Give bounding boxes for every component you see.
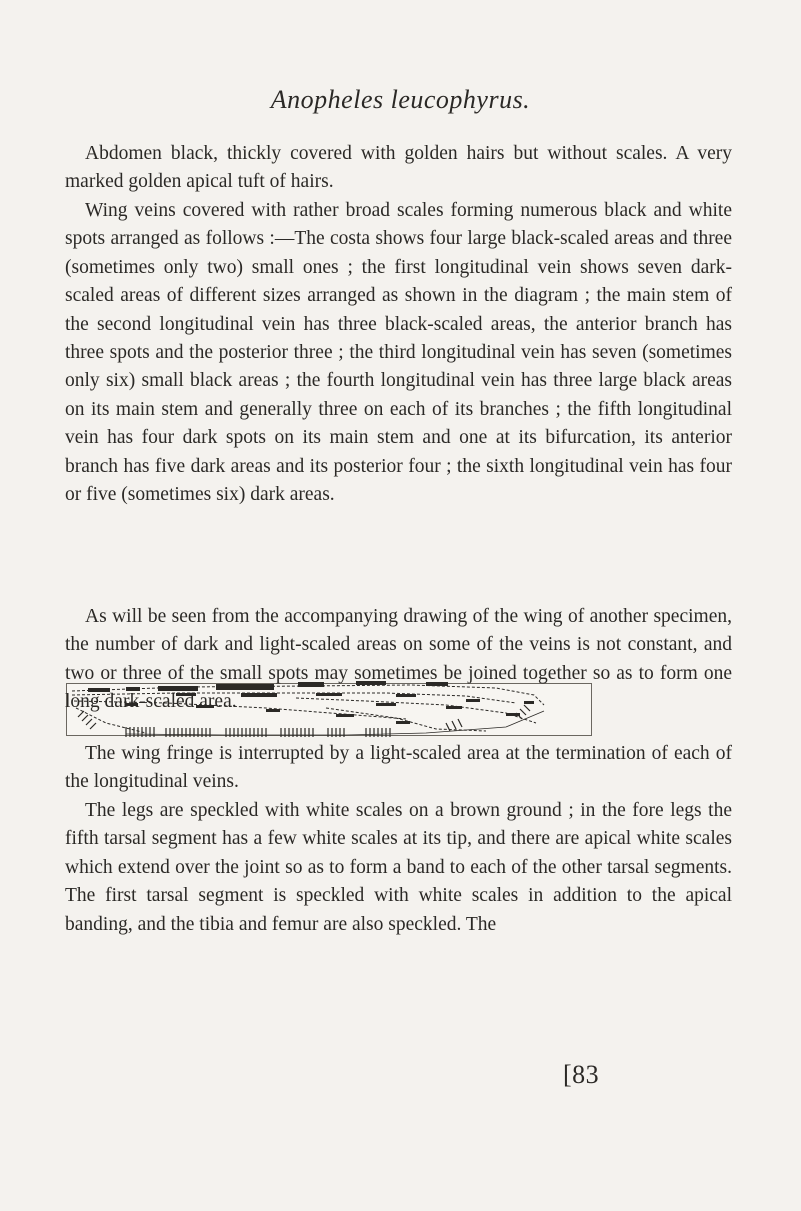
page-number: [83 <box>563 1060 600 1089</box>
paragraph-wing-veins: Wing veins covered with rather broad scales forming numerous black and white spots arranged as follows :—The costa shows four large black-scaled areas and three (sometimes only two) small ones ; the first longitudinal vein shows seven dark-scaled areas of different sizes arranged as shown in the diagram ; the main stem of the second longitudinal vein has three black-scaled areas, the anterior branch has three spots and the posterior three ; the third longitudinal vein has seven (sometimes only six) small black areas ; the fourth longitudinal vein has three large black areas on its main stem and generally three on each of its branches ; the fifth longitudinal vein has four dark spots on its main stem and one at its bifurcation, its anterior branch has five dark areas and its posterior four ; the sixth longitudinal vein has four or five (sometimes six) dark areas. <box>65 200 732 506</box>
paragraph-variation: As will be seen from the accompanying drawing of the wing of another specimen, the number of dark and light-scaled areas on some of the veins is not constant, and two or three of the small spots may sometimes be joined together so as to form one long dark-scaled area. <box>65 606 732 713</box>
paragraph-legs: The legs are speckled with white scales on a brown ground ; in the fore legs the fifth tarsal segment has a few white scales at its tip, and there are apical white scales which extend over the joint so as to form a band to each of the other tarsal segments. The first tarsal segment is speckled with white scales in addition to the apical banding, and the tibia and femur are also speckled. The <box>65 800 732 935</box>
paragraph-wing-fringe: The wing fringe is interrupted by a light-scaled area at the termination of each of the longitudinal veins. <box>65 743 732 793</box>
paragraph-abdomen: Abdomen black, thickly covered with golden hairs but without scales. A very marked golden apical tuft of hairs. <box>65 143 732 193</box>
running-head: Anopheles leucophyrus. <box>270 85 531 114</box>
